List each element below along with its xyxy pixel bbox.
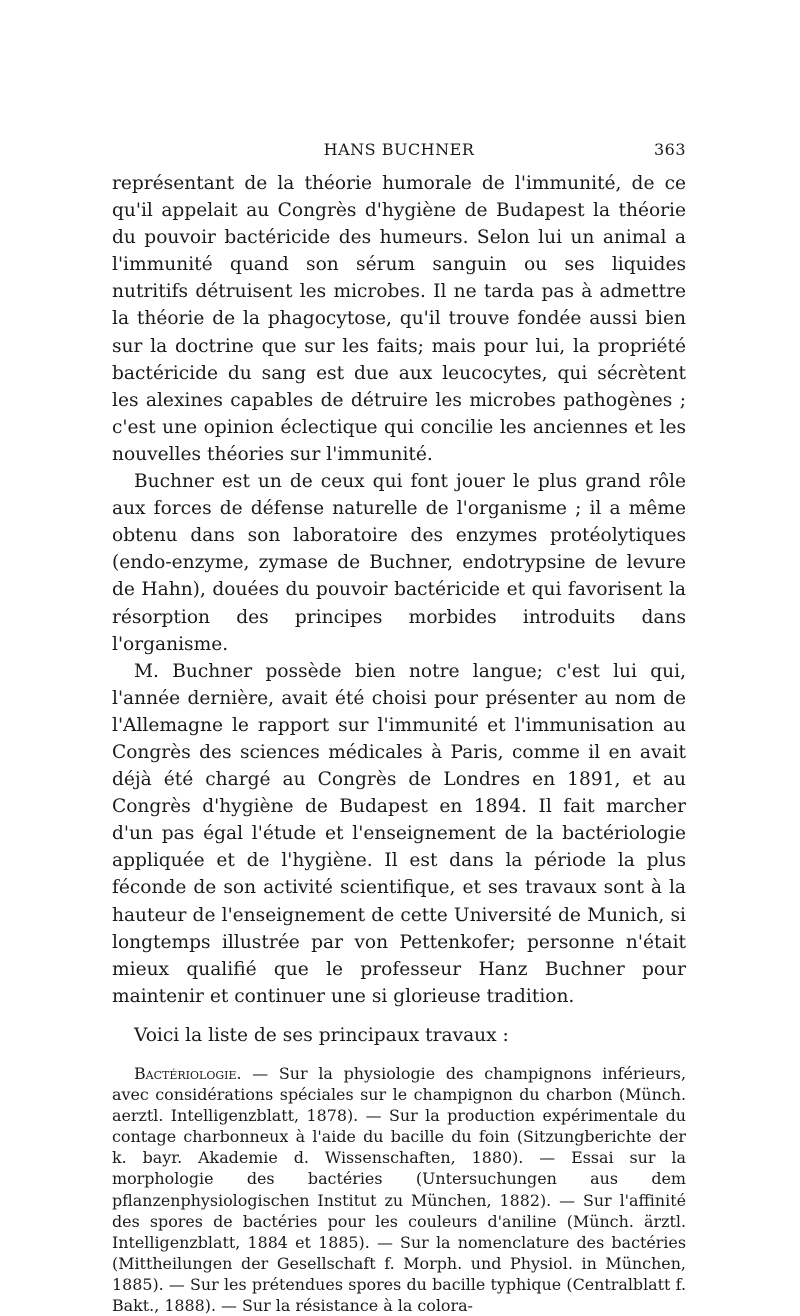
book-page — [112, 140, 686, 1316]
bibliography-entry — [112, 1063, 686, 1316]
running-head — [112, 140, 686, 170]
page-number: 363 — [653, 140, 686, 159]
paragraph-2: Buchner est un de ceux qui font jouer le plus grand rôle aux forces de défense naturelle de l'organisme ; il a même obtenu dans son laboratoire des enzymes protéolytiques (endo-enzyme, zymase de Buchner, endotrypsine de levure de Hahn), douées du pouvoir bactéricide et qui favorisent la résorption des principes morbides introduits dans l'organisme. — [112, 471, 686, 655]
running-head-title: HANS BUCHNER — [323, 140, 475, 159]
paragraph-1: représentant de la théorie humorale de l'immunité, de ce qu'il appelait au Congrès d'hygiène de Budapest la théorie du pouvoir bactéricide des humeurs. Selon lui un animal a l'immunité quand son sérum sanguin ou ses liquides nutritifs détruisent les microbes. Il ne tarda pas à admettre la théorie de la phagocytose, qu'il trouve fondée aussi bien sur la doctrine que sur les faits; mais pour lui, la propriété bactéricide du sang est due aux leucocytes, qui sécrètent les alexines capables de détruire les microbes pathogènes ; c'est une opinion éclectique qui concilie les anciennes et les nouvelles théories sur l'immunité. — [112, 173, 686, 465]
body-text — [112, 170, 686, 1049]
paragraph-3: M. Buchner possède bien notre langue; c'est lui qui, l'année dernière, avait été choisi pour présenter au nom de l'Allemagne le rapport sur l'immunité et l'immunisation au Congrès des sciences médicales à Paris, comme il en avait déjà été chargé au Congrès de Londres en 1891, et au Congrès d'hygiène de Budapest en 1894. Il fait marcher d'un pas égal l'étude et l'enseignement de la bactériologie appliquée et de l'hygiène. Il est dans la période la plus féconde de son activité scientifique, et ses travaux sont à la hauteur de l'enseignement de cette Université de Munich, si longtemps illustrée par von Pettenkofer; personne n'était mieux qualifié que le professeur Hanz Buchner pour maintenir et continuer une si glorieuse tradition. — [112, 660, 686, 1007]
bibliography — [112, 1063, 686, 1316]
bibliography-heading: Bactériologie. — [134, 1064, 242, 1083]
bibliography-text: — Sur la physiologie des champignons inférieurs, avec considérations spéciales sur le champignon du charbon (Münch. aerztl. Intelligenzblatt, 1878). — Sur la production expérimentale du contage charbonneux à l'aide du bacille du foin (Sitzungberichte der k. bayr. Akademie d. Wissenschaften, 1880). — Essai sur la morphologie des bactéries (Untersuchungen aus dem pflanzenphysiologischen Institut zu München, 1882). — Sur l'affinité des spores de bactéries pour les couleurs d'aniline (Münch. ärztl. Intelligenzblatt, 1884 et 1885). — Sur la nomenclature des bactéries (Mittheilungen der Gesellschaft f. Morph. und Physiol. in München, 1885). — Sur les prétendues spores du bacille typhique (Centralblatt f. Bakt., 1888). — Sur la résistance à la colora- — [112, 1064, 686, 1316]
paragraph-4: Voici la liste de ses principaux travaux : — [134, 1024, 509, 1046]
